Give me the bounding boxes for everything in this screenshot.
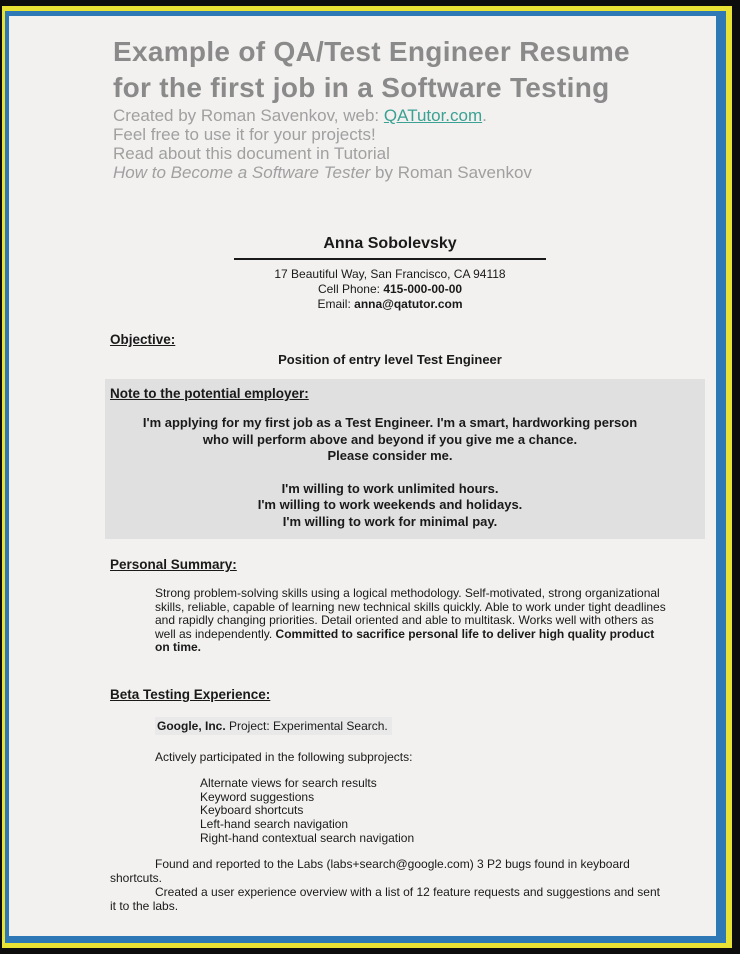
subproject-item: Keyboard shortcuts (200, 803, 304, 818)
contact-block (110, 234, 670, 312)
blue-frame (5, 11, 726, 943)
qatutor-link[interactable]: QATutor.com (383, 106, 483, 125)
email-address: anna@qatutor.com (354, 297, 463, 311)
slide-title (113, 34, 686, 106)
personal-summary-paragraph (155, 587, 667, 655)
subproject-item: Keyword suggestions (200, 789, 315, 804)
subprojects-intro: Actively participated in the following subprojects: (155, 749, 413, 764)
note-line: I'm willing to work weekends and holidays. (257, 497, 523, 512)
employer-note-box (105, 379, 705, 539)
cell-phone-label: Cell Phone: (317, 282, 384, 296)
created-by-text: Created by Roman Savenkov, web: (113, 106, 384, 125)
note-paragraph-1 (110, 415, 670, 465)
summary-bold-text: Committed to sacrifice personal life to deliver high quality product on time. (155, 626, 655, 655)
subproject-item: Left-hand search navigation (200, 817, 349, 832)
note-line: who will perform above and beyond if you give me a chance. (202, 431, 578, 447)
subproject-item: Right-hand contextual search navigation (200, 830, 415, 845)
address-line: 17 Beautiful Way, San Francisco, CA 94118 (274, 267, 506, 281)
email-line (110, 297, 670, 312)
project-name: Project: Experimental Search. (225, 718, 388, 733)
note-line: I'm applying for my first job as a Test Engineer. I'm a smart, hardworking person (142, 415, 638, 430)
summary-text: Strong problem-solving skills using a logical methodology. Self-motivated, strong organizational skills, reliable, capable of learning new technical skills quickly. Able to work under tight deadlines and rapidly changing priorities. Detail oriented and able to multitask. Works well with others as well as independently. (155, 586, 666, 641)
tutorial-author: by Roman Savenkov (370, 163, 532, 182)
personal-summary-heading: Personal Summary: (110, 557, 237, 572)
tutorial-book-title: How to Become a Software Tester (113, 163, 371, 182)
created-by-period: . (482, 106, 487, 125)
subproject-item: Alternate views for search results (200, 775, 377, 790)
slide-subtitle (113, 106, 686, 182)
labs-report-paragraph: Found and reported to the Labs (labs+search@google.com) 3 P2 bugs found in keyboard shortcuts. (110, 857, 630, 886)
note-line: I'm willing to work unlimited hours. (281, 480, 499, 496)
labs-overview-paragraph: Created a user experience overview with a list of 12 feature requests and suggestions and sent it to the labs. (110, 885, 660, 914)
created-by-line (113, 106, 686, 125)
objective-heading: Objective: (110, 332, 176, 347)
document-page (9, 16, 716, 936)
company-project-highlight (155, 717, 392, 735)
cell-phone-line (110, 282, 670, 297)
tutorial-line (113, 163, 686, 182)
objective-position: Position of entry level Test Engineer (278, 352, 502, 367)
yellow-frame (2, 6, 732, 948)
company-name: Google, Inc. (157, 718, 226, 733)
slide-title-line1: Example of QA/Test Engineer Resume (113, 36, 630, 67)
note-paragraph-2 (110, 481, 670, 531)
note-heading: Note to the potential employer: (110, 386, 309, 401)
read-about-line: Read about this document in Tutorial (113, 144, 390, 163)
feel-free-line: Feel free to use it for your projects! (113, 125, 376, 144)
slide-title-line2: for the first job in a Software Testing (113, 72, 610, 103)
note-line: I'm willing to work for minimal pay. (282, 513, 498, 529)
candidate-name: Anna Sobolevsky (323, 235, 457, 252)
email-label: Email: (317, 297, 355, 311)
subprojects-list (200, 777, 670, 846)
cell-phone-number: 415-000-00-00 (383, 282, 463, 296)
beta-testing-heading: Beta Testing Experience: (110, 686, 271, 702)
note-line: Please consider me. (327, 448, 453, 463)
resume-body (110, 234, 670, 913)
company-project-line (155, 719, 670, 733)
slide-header (9, 16, 716, 182)
name-divider-line (234, 258, 546, 260)
